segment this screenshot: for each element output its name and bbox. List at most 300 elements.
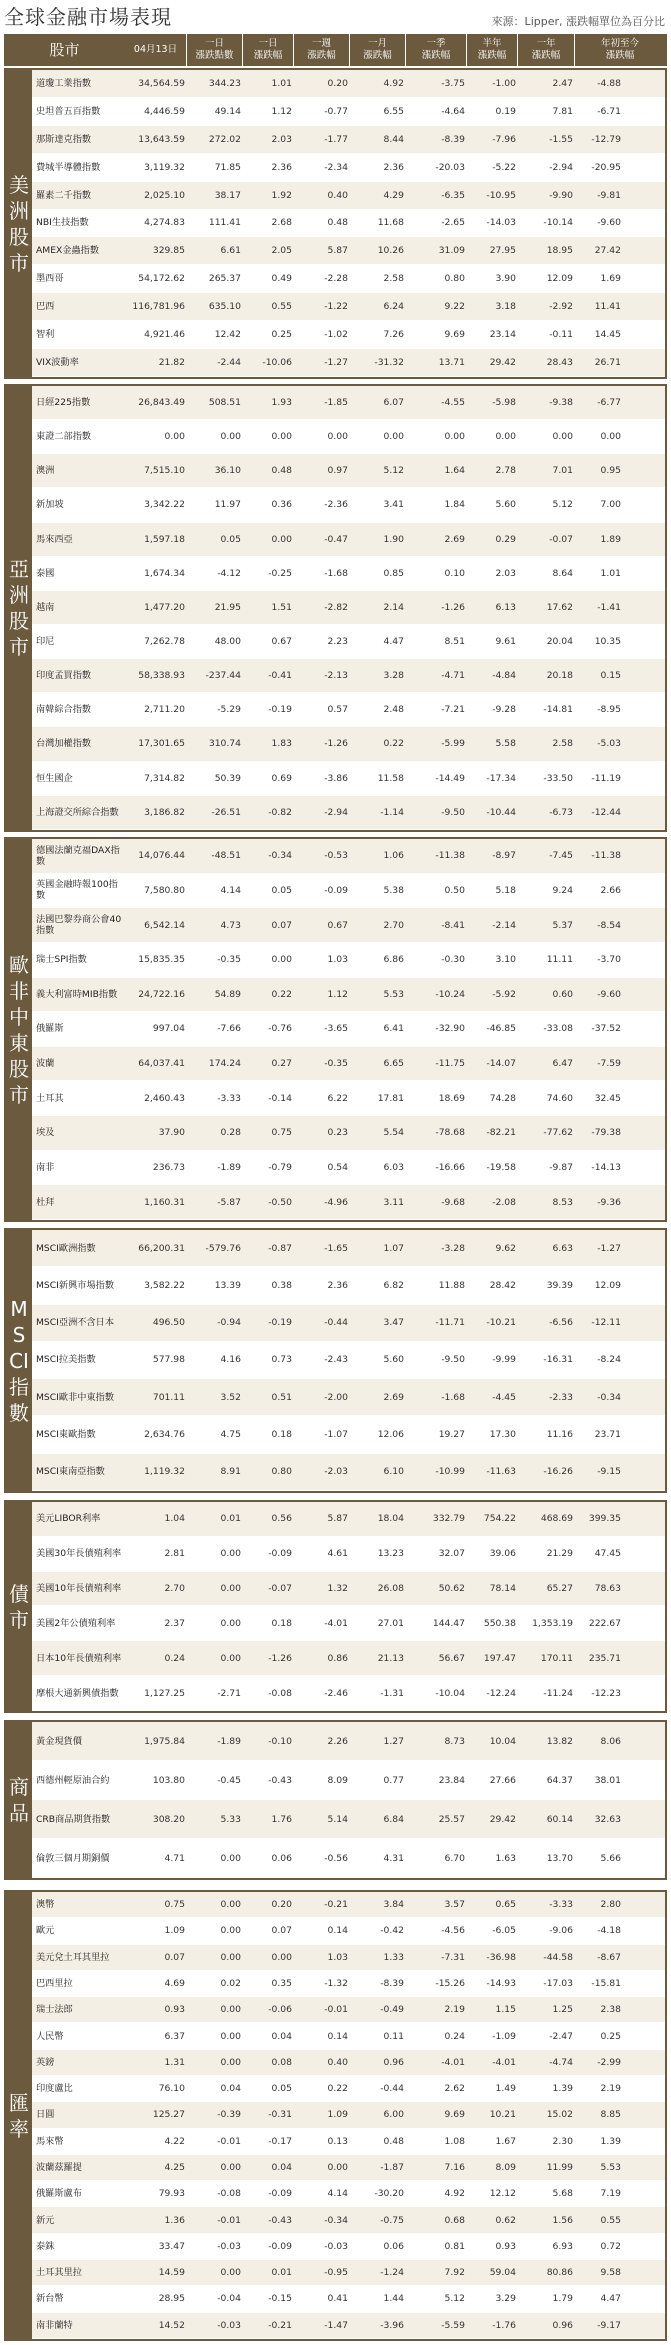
- row-value: 0.00: [220, 1548, 241, 1560]
- row-value: 0.95: [600, 465, 621, 477]
- row-name: 瑞士法郎: [36, 2004, 73, 2016]
- row-name: 智利: [36, 329, 55, 341]
- row-value: 2.37: [164, 1617, 185, 1629]
- row-value: -0.47: [324, 533, 348, 545]
- row-value: 6.10: [383, 1466, 404, 1478]
- row-value: 8.09: [495, 2161, 516, 2173]
- row-value: 144.47: [432, 1617, 465, 1629]
- row-value: 6.24: [383, 301, 404, 313]
- row-value: -19.58: [486, 1161, 516, 1173]
- row-value: -4.01: [441, 2056, 465, 2068]
- row-value: 0.00: [271, 1951, 292, 1963]
- row-value: 10.04: [489, 1735, 516, 1747]
- section-rows: [32, 1502, 665, 1711]
- row-value: -8.67: [597, 1951, 621, 1963]
- row-value: 635.10: [208, 301, 241, 313]
- row-value: -5.03: [597, 738, 621, 750]
- row-value: 1.64: [444, 465, 465, 477]
- row-value: -5.99: [441, 738, 465, 750]
- row-value: -48.51: [211, 850, 241, 862]
- row-value: -10.04: [435, 1687, 465, 1699]
- row-value: 8.51: [444, 636, 465, 648]
- row-value: -9.90: [549, 189, 573, 201]
- row-value: 10.26: [377, 245, 404, 257]
- row-value: 0.85: [383, 567, 404, 579]
- row-name: NBI生技指數: [36, 217, 89, 229]
- table-row: [32, 1800, 665, 1839]
- row-value: 17.62: [546, 601, 573, 613]
- table-row: [32, 2076, 665, 2102]
- row-value: -2.99: [597, 2056, 621, 2068]
- row-value: 2.80: [600, 1899, 621, 1911]
- section-table: [4, 1228, 667, 1493]
- row-value: -1.65: [324, 1242, 348, 1254]
- table-header: [4, 34, 667, 66]
- row-value: -1.85: [324, 397, 348, 409]
- row-value: 12.09: [594, 1279, 621, 1291]
- row-name: 南韓綜合指數: [36, 704, 92, 716]
- row-value: -0.01: [217, 2135, 241, 2147]
- row-value: 550.38: [483, 1617, 516, 1629]
- row-value: 468.69: [540, 1513, 573, 1525]
- row-value: 496.50: [152, 1317, 185, 1329]
- row-value: 6.61: [220, 245, 241, 257]
- row-name: 泰銖: [36, 2240, 55, 2252]
- row-value: 47.45: [594, 1548, 621, 1560]
- row-value: 9.69: [444, 329, 465, 341]
- table-row: [32, 1379, 665, 1416]
- row-value: -0.21: [324, 1899, 348, 1911]
- row-value: 4.47: [383, 636, 404, 648]
- row-value: -0.03: [217, 2319, 241, 2331]
- row-value: 3,582.22: [144, 1279, 185, 1291]
- row-value: 0.07: [164, 1951, 185, 1963]
- row-value: 0.00: [220, 2161, 241, 2173]
- row-value: 399.35: [588, 1513, 621, 1525]
- table-row: [32, 978, 665, 1013]
- row-value: 79.93: [158, 2188, 185, 2200]
- row-name: 日本10年長債殖利率: [36, 1652, 122, 1664]
- row-value: 0.93: [164, 2004, 185, 2016]
- row-value: -4.45: [492, 1391, 516, 1403]
- row-value: 0.05: [271, 884, 292, 896]
- row-value: -0.01: [217, 2214, 241, 2226]
- row-value: -4.64: [441, 105, 465, 117]
- row-value: 2.47: [552, 77, 573, 89]
- row-value: -0.09: [324, 884, 348, 896]
- row-value: 0.02: [220, 1977, 241, 1989]
- row-value: 38.01: [594, 1774, 621, 1786]
- row-value: -1.31: [380, 1687, 404, 1699]
- row-value: 0.24: [164, 1652, 185, 1664]
- row-value: 74.60: [546, 1092, 573, 1104]
- row-value: -1.47: [324, 2319, 348, 2331]
- row-value: 64.37: [546, 1774, 573, 1786]
- row-value: 0.00: [271, 954, 292, 966]
- row-value: 1.83: [271, 738, 292, 750]
- table-row: [32, 321, 665, 349]
- row-value: 23.71: [594, 1429, 621, 1441]
- header-col: 一週 漲跌幅: [293, 34, 349, 66]
- row-value: 17,301.65: [138, 738, 185, 750]
- row-value: 11.68: [377, 217, 404, 229]
- row-value: -4.84: [492, 670, 516, 682]
- row-value: 0.00: [495, 431, 516, 443]
- row-value: -0.35: [324, 1058, 348, 1070]
- row-value: 48.00: [214, 636, 241, 648]
- row-value: 308.20: [152, 1813, 185, 1825]
- row-value: 6.47: [552, 1058, 573, 1070]
- row-value: 0.80: [271, 1466, 292, 1478]
- row-value: -2.36: [324, 499, 348, 511]
- row-value: 6.37: [164, 2030, 185, 2042]
- row-name: 瑞士SPI指數: [36, 954, 87, 966]
- row-value: 3,342.22: [144, 499, 185, 511]
- row-value: 7.16: [444, 2161, 465, 2173]
- row-value: 5.33: [220, 1813, 241, 1825]
- row-value: 6.07: [383, 397, 404, 409]
- row-value: -2.71: [217, 1687, 241, 1699]
- row-value: 103.80: [152, 1774, 185, 1786]
- row-value: 32.63: [594, 1813, 621, 1825]
- row-name: 西德州輕原油合約: [36, 1774, 110, 1786]
- row-value: 1.69: [600, 273, 621, 285]
- row-value: -10.14: [543, 217, 573, 229]
- table-row: [32, 943, 665, 978]
- row-value: 27.01: [377, 1617, 404, 1629]
- row-value: 20.18: [546, 670, 573, 682]
- row-value: 2.38: [600, 2004, 621, 2016]
- row-name: 埃及: [36, 1127, 55, 1139]
- row-value: 1.39: [600, 2135, 621, 2147]
- row-value: -4.56: [441, 1925, 465, 1937]
- row-value: -0.01: [324, 2004, 348, 2016]
- row-value: -4.12: [217, 567, 241, 579]
- row-value: 13.39: [214, 1279, 241, 1291]
- row-value: 5.12: [444, 2293, 465, 2305]
- row-value: 2.62: [444, 2083, 465, 2095]
- row-value: 1.07: [383, 1242, 404, 1254]
- row-value: 34,564.59: [138, 77, 185, 89]
- row-value: 1.01: [271, 77, 292, 89]
- row-value: 8.06: [600, 1735, 621, 1747]
- row-value: 0.56: [271, 1513, 292, 1525]
- row-value: 236.73: [152, 1161, 185, 1173]
- section-table: [4, 837, 667, 1222]
- row-value: 0.81: [444, 2240, 465, 2252]
- row-value: -0.19: [268, 1317, 292, 1329]
- row-value: -0.34: [268, 850, 292, 862]
- row-value: 3.52: [220, 1391, 241, 1403]
- row-value: -11.71: [435, 1317, 465, 1329]
- row-value: -6.77: [597, 397, 621, 409]
- header-col: 一季 漲跌幅: [405, 34, 466, 66]
- row-value: 24,722.16: [138, 988, 185, 1000]
- row-name: 歐元: [36, 1925, 55, 1937]
- row-value: 4.16: [220, 1354, 241, 1366]
- row-value: 5.68: [552, 2188, 573, 2200]
- section-label: 美洲股市: [6, 70, 32, 377]
- page-title: 全球金融市場表現: [4, 5, 172, 29]
- row-value: -2.44: [217, 357, 241, 369]
- row-value: 0.00: [220, 1652, 241, 1664]
- section-rows: [32, 1722, 665, 1878]
- row-value: 0.22: [383, 738, 404, 750]
- row-value: -9.50: [441, 806, 465, 818]
- row-value: 0.10: [444, 567, 465, 579]
- row-value: 0.13: [327, 2135, 348, 2147]
- row-name: 印度孟買指數: [36, 670, 92, 682]
- row-value: 6,542.14: [144, 919, 185, 931]
- row-value: 125.27: [152, 2109, 185, 2121]
- row-value: 6.84: [383, 1813, 404, 1825]
- table-row: [32, 796, 665, 830]
- row-value: 5.12: [383, 465, 404, 477]
- table-row: [32, 1151, 665, 1186]
- row-name: 美元兌土耳其里拉: [36, 1951, 110, 1963]
- section-label: 亞洲股市: [6, 386, 32, 830]
- row-value: 0.18: [271, 1429, 292, 1441]
- row-value: -10.44: [486, 806, 516, 818]
- table-row: [32, 1722, 665, 1761]
- row-value: -0.07: [268, 1583, 292, 1595]
- row-value: 0.05: [220, 533, 241, 545]
- row-value: 6.00: [383, 2109, 404, 2121]
- row-value: 0.04: [271, 2030, 292, 2042]
- row-value: 4.73: [220, 919, 241, 931]
- row-value: 2.03: [271, 133, 292, 145]
- row-value: 2.36: [383, 161, 404, 173]
- row-value: 6.41: [383, 1023, 404, 1035]
- row-value: 0.86: [327, 1652, 348, 1664]
- row-value: 0.25: [600, 2030, 621, 2042]
- row-value: 0.00: [220, 2030, 241, 2042]
- row-value: -1.87: [380, 2161, 404, 2173]
- row-value: 0.41: [327, 2293, 348, 2305]
- row-value: -9.17: [597, 2319, 621, 2331]
- row-value: 0.04: [220, 2083, 241, 2095]
- source-note: 來源：Lipper, 漲跌幅單位為百分比: [491, 15, 665, 28]
- row-name: VIX波動率: [36, 357, 79, 369]
- row-value: 0.06: [271, 1852, 292, 1864]
- row-value: 31.09: [438, 245, 465, 257]
- row-value: 0.00: [383, 431, 404, 443]
- row-value: 27.42: [594, 245, 621, 257]
- row-value: 5.18: [495, 884, 516, 896]
- row-value: 0.51: [271, 1391, 292, 1403]
- row-value: -0.82: [268, 806, 292, 818]
- row-value: -0.08: [217, 2188, 241, 2200]
- row-value: 27.95: [489, 245, 516, 257]
- row-value: 2.70: [383, 919, 404, 931]
- row-value: 7,262.78: [144, 636, 185, 648]
- row-value: -2.65: [441, 217, 465, 229]
- row-name: 恒生國企: [36, 772, 73, 784]
- row-value: 49.14: [214, 105, 241, 117]
- table-row: [32, 1305, 665, 1342]
- row-value: 7.81: [552, 105, 573, 117]
- row-value: 1.04: [164, 1513, 185, 1525]
- table-row: [32, 265, 665, 293]
- row-value: -0.19: [268, 704, 292, 716]
- row-value: 0.00: [327, 2161, 348, 2173]
- row-value: 0.97: [327, 465, 348, 477]
- row-value: -1.89: [217, 1161, 241, 1173]
- row-value: 0.23: [327, 1127, 348, 1139]
- row-name: MSCI歐洲指數: [36, 1242, 96, 1254]
- row-value: 65.27: [546, 1583, 573, 1595]
- row-value: 5.60: [383, 1354, 404, 1366]
- row-name: 摩根大通新興債指數: [36, 1687, 119, 1699]
- row-value: -0.14: [268, 1092, 292, 1104]
- row-value: 4.71: [164, 1852, 185, 1864]
- row-name: 羅素二千指數: [36, 189, 92, 201]
- row-value: 4,446.59: [144, 105, 185, 117]
- row-value: 10.35: [594, 636, 621, 648]
- row-value: -1.32: [324, 1977, 348, 1989]
- row-value: 4.92: [444, 2188, 465, 2200]
- row-value: 14.59: [158, 2267, 185, 2279]
- row-name: 泰國: [36, 567, 55, 579]
- row-value: 0.93: [495, 2240, 516, 2252]
- row-value: -1.76: [492, 2319, 516, 2331]
- row-value: 11.88: [438, 1279, 465, 1291]
- row-value: 23.84: [438, 1774, 465, 1786]
- row-value: 7.19: [600, 2188, 621, 2200]
- row-value: 15,835.35: [138, 954, 185, 966]
- row-value: -2.14: [492, 919, 516, 931]
- row-value: 1.76: [271, 1813, 292, 1825]
- row-value: 0.00: [600, 431, 621, 443]
- row-value: 1.84: [444, 499, 465, 511]
- row-value: 78.63: [594, 1583, 621, 1595]
- row-value: 1.49: [495, 2083, 516, 2095]
- section-table: [4, 384, 667, 832]
- row-value: -0.45: [217, 1774, 241, 1786]
- row-value: -10.06: [262, 357, 292, 369]
- row-name: 日圓: [36, 2109, 55, 2121]
- table-row: [32, 1502, 665, 1537]
- row-value: 4.92: [383, 77, 404, 89]
- row-value: -6.71: [597, 105, 621, 117]
- row-value: 1,353.19: [532, 1617, 573, 1629]
- row-value: 0.54: [327, 1161, 348, 1173]
- table-row: [32, 591, 665, 625]
- section-label: 匯率: [6, 1892, 32, 2339]
- row-value: -12.24: [486, 1687, 516, 1699]
- row-name: MSCI歐非中東指數: [36, 1391, 115, 1403]
- row-value: 28.95: [158, 2293, 185, 2305]
- row-value: -11.19: [591, 772, 621, 784]
- row-value: -9.36: [597, 1196, 621, 1208]
- row-value: -0.43: [268, 2214, 292, 2226]
- row-value: 18.69: [438, 1092, 465, 1104]
- row-value: 2.30: [552, 2135, 573, 2147]
- row-value: 2.66: [600, 884, 621, 896]
- row-value: -0.95: [324, 2267, 348, 2279]
- row-value: 5.54: [383, 1127, 404, 1139]
- row-value: -30.20: [374, 2188, 404, 2200]
- table-row: [32, 762, 665, 796]
- row-value: -12.44: [591, 806, 621, 818]
- row-value: 1.32: [327, 1583, 348, 1595]
- row-value: 8.85: [600, 2109, 621, 2121]
- row-value: 0.67: [327, 919, 348, 931]
- row-value: -1.09: [492, 2030, 516, 2042]
- row-name: 印度盧比: [36, 2083, 73, 2095]
- row-value: -78.68: [435, 1127, 465, 1139]
- row-value: 5.12: [552, 499, 573, 511]
- row-value: -10.24: [435, 988, 465, 1000]
- row-value: 21.13: [377, 1652, 404, 1664]
- row-value: 1,477.20: [144, 601, 185, 613]
- row-value: -0.15: [268, 2293, 292, 2305]
- table-row: [32, 2181, 665, 2207]
- row-value: 2.26: [327, 1735, 348, 1747]
- row-value: -9.99: [492, 1354, 516, 1366]
- row-value: 7,580.80: [144, 884, 185, 896]
- row-value: 1.67: [495, 2135, 516, 2147]
- row-value: -2.92: [549, 301, 573, 313]
- header-col: 半年 漲跌幅: [466, 34, 517, 66]
- row-value: 9.62: [495, 1242, 516, 1254]
- row-value: 111.41: [208, 217, 241, 229]
- row-value: 0.00: [220, 1852, 241, 1864]
- row-value: 5.60: [495, 499, 516, 511]
- row-value: -9.50: [441, 1354, 465, 1366]
- row-value: 0.14: [327, 2030, 348, 2042]
- row-value: 11.11: [546, 954, 573, 966]
- row-name: 美國2年公債殖利率: [36, 1617, 116, 1629]
- row-value: -0.21: [268, 2319, 292, 2331]
- row-value: 1,160.31: [144, 1196, 185, 1208]
- row-value: 997.04: [152, 1023, 185, 1035]
- row-value: 508.51: [208, 397, 241, 409]
- row-value: -7.96: [492, 133, 516, 145]
- row-value: 1,597.18: [144, 533, 185, 545]
- table-row: [32, 1918, 665, 1944]
- row-value: -4.71: [441, 670, 465, 682]
- row-value: 2.05: [271, 245, 292, 257]
- row-value: 0.28: [220, 1127, 241, 1139]
- row-value: 0.55: [271, 301, 292, 313]
- row-value: 5.38: [383, 884, 404, 896]
- row-value: 2,025.10: [144, 189, 185, 201]
- row-value: 754.22: [483, 1513, 516, 1525]
- row-value: -8.39: [441, 133, 465, 145]
- row-value: -0.08: [268, 1687, 292, 1699]
- row-value: -1.68: [441, 1391, 465, 1403]
- row-name: 上海證交所綜合指數: [36, 806, 119, 818]
- row-value: 1.03: [327, 954, 348, 966]
- row-value: 0.49: [271, 273, 292, 285]
- row-value: 1.27: [383, 1735, 404, 1747]
- row-value: -4.01: [324, 1617, 348, 1629]
- row-value: 0.75: [271, 1127, 292, 1139]
- row-value: 1.09: [164, 1925, 185, 1937]
- row-value: -0.87: [268, 1242, 292, 1254]
- row-value: 1.09: [327, 2109, 348, 2121]
- table-row: [32, 2050, 665, 2076]
- section-table: [4, 68, 667, 379]
- row-value: 13.82: [546, 1735, 573, 1747]
- row-value: -0.75: [380, 2214, 404, 2226]
- row-value: -26.51: [211, 806, 241, 818]
- row-value: 4.61: [327, 1548, 348, 1560]
- row-value: 0.00: [164, 431, 185, 443]
- row-value: -14.03: [486, 217, 516, 229]
- table-row: [32, 523, 665, 557]
